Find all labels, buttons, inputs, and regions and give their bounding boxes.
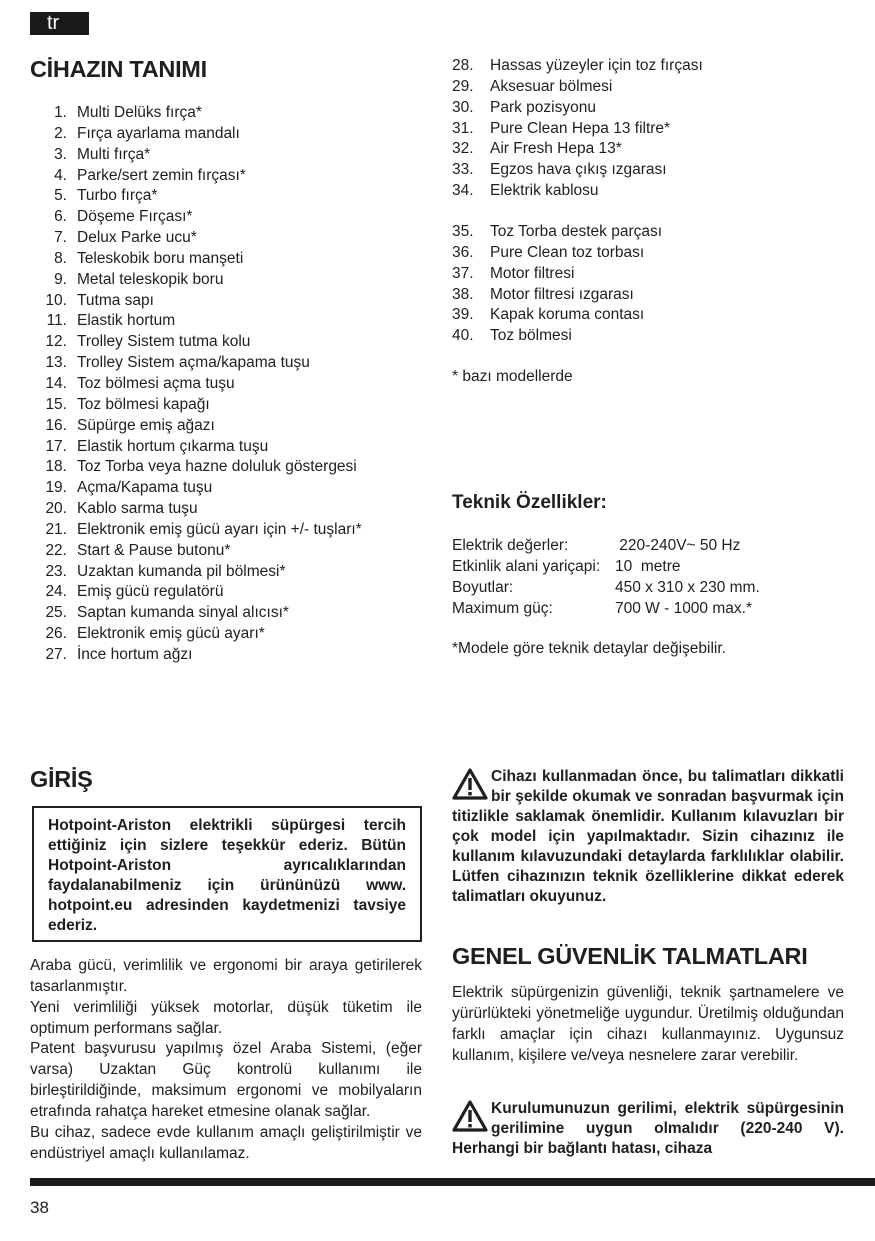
section-title-intro: GİRİŞ [30,766,93,792]
specs-title: Teknik Özellikler: [452,492,607,513]
item-number: 29. [452,77,474,95]
list-item [30,207,362,228]
item-number: 3. [54,145,67,163]
item-number: 33. [452,161,474,179]
spec-label: Elektrik değerler: [452,537,569,554]
list-item [30,291,362,312]
item-number: 38. [452,285,474,303]
item-number: 26. [45,625,67,643]
item-text: Fırça ayarlama mandalı [77,124,240,142]
list-item [452,139,703,160]
list-item [452,222,662,243]
list-item [452,243,662,264]
warning-voltage [452,1099,844,1159]
item-number: 17. [45,437,67,455]
item-text: Elastik hortum [77,312,176,330]
warning-triangle-icon [451,767,489,801]
spec-value: 450 x 310 x 230 mm. [615,578,760,596]
item-text: Elektronik emiş gücü ayarı için +/- tuşları* [77,520,362,538]
list-item [30,186,362,207]
item-number: 5. [54,187,67,205]
warning-triangle-icon [451,1099,489,1133]
item-number: 12. [45,333,67,351]
spec-label: Maximum güç: [452,599,553,617]
list-item [30,437,362,458]
list-item [30,541,362,562]
item-text: İnce hortum ağzı [77,645,193,663]
item-text: Elektronik emiş gücü ayarı* [77,625,265,643]
item-number: 31. [452,119,474,137]
intro-boxed-notice: Hotpoint-Ariston elektrikli süpürgesi tercih ettiğiniz için sizlere teşekkür ederiz. Bütün Hotpoint-Ariston ayrıcalıklarından faydalanabilmeniz için ürününüzü www. hotpoint.eu adresinden kaydetmenizi tavsiye ederiz. [32,806,422,942]
list-item [452,98,703,119]
item-text: Pure Clean toz torbası [490,243,645,261]
list-item [30,603,362,624]
item-number: 28. [452,57,474,74]
intro-paragraph: Yeni verimliliği yüksek motorlar, düşük tüketim ile optimum performans sağlar. [30,998,422,1037]
item-number: 30. [452,98,474,116]
item-number: 23. [45,562,67,580]
footnote-some-models: * bazı modellerde [452,368,573,385]
item-text: Uzaktan kumanda pil bölmesi* [77,562,286,580]
item-text: Air Fresh Hepa 13* [490,140,622,158]
spec-value: 220-240V~ 50 Hz [615,537,741,554]
intro-paragraphs [30,956,422,1164]
item-number: 24. [45,583,67,601]
spec-row [452,536,760,557]
item-text: Toz Torba veya hazne doluluk göstergesi [77,458,357,476]
item-number: 11. [46,312,67,330]
footer-rule [30,1178,875,1186]
section-title-description: CİHAZIN TANIMI [30,56,207,82]
item-text: Tutma sapı [77,291,154,309]
safety-paragraph: Elektrik süpürgenizin güvenliği, teknik şartnamelere ve yürürlükteki yönetmeliğe uygundur. Üretilmiş olduğundan farklı amaçlar için cihazı kullanmayınız. Uygunsuz kullanım, kişilere ve/veya nesnelere zarar verebilir. [452,984,844,1064]
item-text: Park pozisyonu [490,98,596,116]
specs-note: *Modele göre teknik detaylar değişebilir. [452,640,726,657]
item-text: Toz bölmesi açma tuşu [77,374,235,392]
list-item [30,270,362,291]
list-item [30,124,362,145]
parts-list-right-b [452,222,662,347]
item-text: Trolley Sistem tutma kolu [77,333,251,351]
item-text: Pure Clean Hepa 13 filtre* [490,119,671,137]
item-number: 34. [452,182,474,200]
list-item [30,645,362,666]
list-item [30,228,362,249]
list-item [30,478,362,499]
spec-label: Etkinlik alani yariçapi: [452,557,601,575]
item-text: Parke/sert zemin fırçası* [77,166,246,184]
list-item [30,582,362,603]
item-text: Kablo sarma tuşu [77,500,198,518]
list-item [452,264,662,285]
item-number: 15. [45,395,67,413]
spec-value: 10 metre [615,557,681,575]
item-text: Elektrik kablosu [490,182,599,200]
item-text: Kapak koruma contası [490,306,645,324]
spec-value: 700 W - 1000 max.* [615,599,752,617]
list-item [30,520,362,541]
spec-row [452,557,760,578]
list-item [30,103,362,124]
item-number: 20. [45,500,67,518]
item-text: Motor filtresi ızgarası [490,285,634,303]
item-number: 27. [45,645,67,663]
item-text: Saptan kumanda sinyal alıcısı* [77,604,289,622]
parts-list-right-a [452,56,703,202]
spec-label: Boyutlar: [452,578,514,596]
item-text: Trolley Sistem açma/kapama tuşu [77,354,310,372]
list-item [452,285,662,306]
item-number: 25. [45,604,67,622]
list-item [452,56,703,77]
page-number: 38 [30,1198,49,1217]
item-text: Egzos hava çıkış ızgarası [490,161,667,179]
item-number: 37. [452,264,474,282]
item-number: 19. [45,479,67,497]
item-number: 21. [45,520,67,538]
list-item [452,77,703,98]
item-number: 14. [45,374,67,392]
spec-row [452,599,760,620]
item-number: 9. [54,270,67,288]
item-text: Motor filtresi [490,264,575,282]
list-item [30,499,362,520]
item-text: Multi fırça* [77,145,151,163]
item-text: Turbo fırça* [77,187,158,205]
item-number: 36. [452,243,474,261]
item-number: 32. [452,140,474,158]
list-item [30,332,362,353]
list-item [30,145,362,166]
item-text: Elastik hortum çıkarma tuşu [77,437,269,455]
warning-read-instructions [452,767,844,907]
intro-paragraph: Araba gücü, verimlilik ve ergonomi bir araya getirilerek tasarlanmıştır. [30,957,422,995]
list-item [30,562,362,583]
list-item [452,305,662,326]
item-text: Teleskobik boru manşeti [77,249,244,267]
list-item [30,353,362,374]
item-text: Açma/Kapama tuşu [77,479,213,497]
list-item [30,311,362,332]
intro-paragraph: Patent başvurusu yapılmış özel Araba Sistemi, (eğer varsa) Uzaktan Güç kontrolü kullanımı ile birleştirildiğinde, maksimum ergonomi ve mobilyaların etrafında rahatça hareket etmesine olanak sağlar. [30,1040,422,1120]
item-number: 18. [45,458,67,476]
item-number: 16. [45,416,67,434]
item-number: 4. [54,166,67,184]
item-text: Döşeme Fırçası* [77,208,193,226]
item-number: 1. [54,104,67,121]
item-number: 7. [54,229,67,247]
item-text: Hassas yüzeyler için toz fırçası [490,57,703,74]
list-item [30,249,362,270]
list-item [30,624,362,645]
item-text: Delux Parke ucu* [77,229,197,247]
warning-text: Kurulumunuzun gerilimi, elektrik süpürgesinin gerilimine uygun olmalıdır (220-240 V). Herhangi bir bağlantı hatası, cihaza [452,1100,844,1157]
warning-text: Cihazı kullanmadan önce, bu talimatları dikkatli bir şekilde okumak ve sonradan başvurmak için titizlikle saklamak önemlidir. Kullanım kılavuzları bir çok model için yapılmaktadır. Sizin cihazınız ile kullanım kılavuzundaki detaylarda farklılıklar olabilir. Lütfen cihazınızın teknik özelliklerine dikkat ederek talimatları okuyunuz. [452,768,844,905]
list-item [30,457,362,478]
intro-paragraph: Bu cihaz, sadece evde kullanım amaçlı geliştirilmiştir ve endüstriyel amaçlı kullanılamaz. [30,1123,422,1162]
item-number: 2. [54,124,67,142]
section-title-safety: GENEL GÜVENLİK TALMATLARI [452,943,808,969]
item-text: Metal teleskopik boru [77,270,224,288]
item-text: Emiş gücü regulatörü [77,583,224,601]
item-number: 10. [45,291,67,309]
item-text: Toz bölmesi [490,327,572,345]
parts-list-left [30,103,362,666]
list-item [30,166,362,187]
item-number: 13. [45,354,67,372]
language-tag: tr [30,12,89,35]
item-text: Multi Delüks fırça* [77,104,202,121]
spec-row [452,578,760,599]
item-number: 6. [54,208,67,226]
specs-table [452,536,760,619]
item-number: 8. [54,249,67,267]
list-item [30,374,362,395]
item-text: Süpürge emiş ağazı [77,416,215,434]
list-item [30,416,362,437]
list-item [452,181,703,202]
item-text: Toz Torba destek parçası [490,223,663,240]
item-number: 39. [452,306,474,324]
list-item [452,119,703,140]
item-number: 40. [452,327,474,345]
item-text: Toz bölmesi kapağı [77,395,210,413]
item-text: Start & Pause butonu* [77,541,231,559]
item-text: Aksesuar bölmesi [490,77,613,95]
list-item [452,160,703,181]
item-number: 35. [452,223,474,240]
list-item [452,326,662,347]
item-number: 22. [45,541,67,559]
list-item [30,395,362,416]
